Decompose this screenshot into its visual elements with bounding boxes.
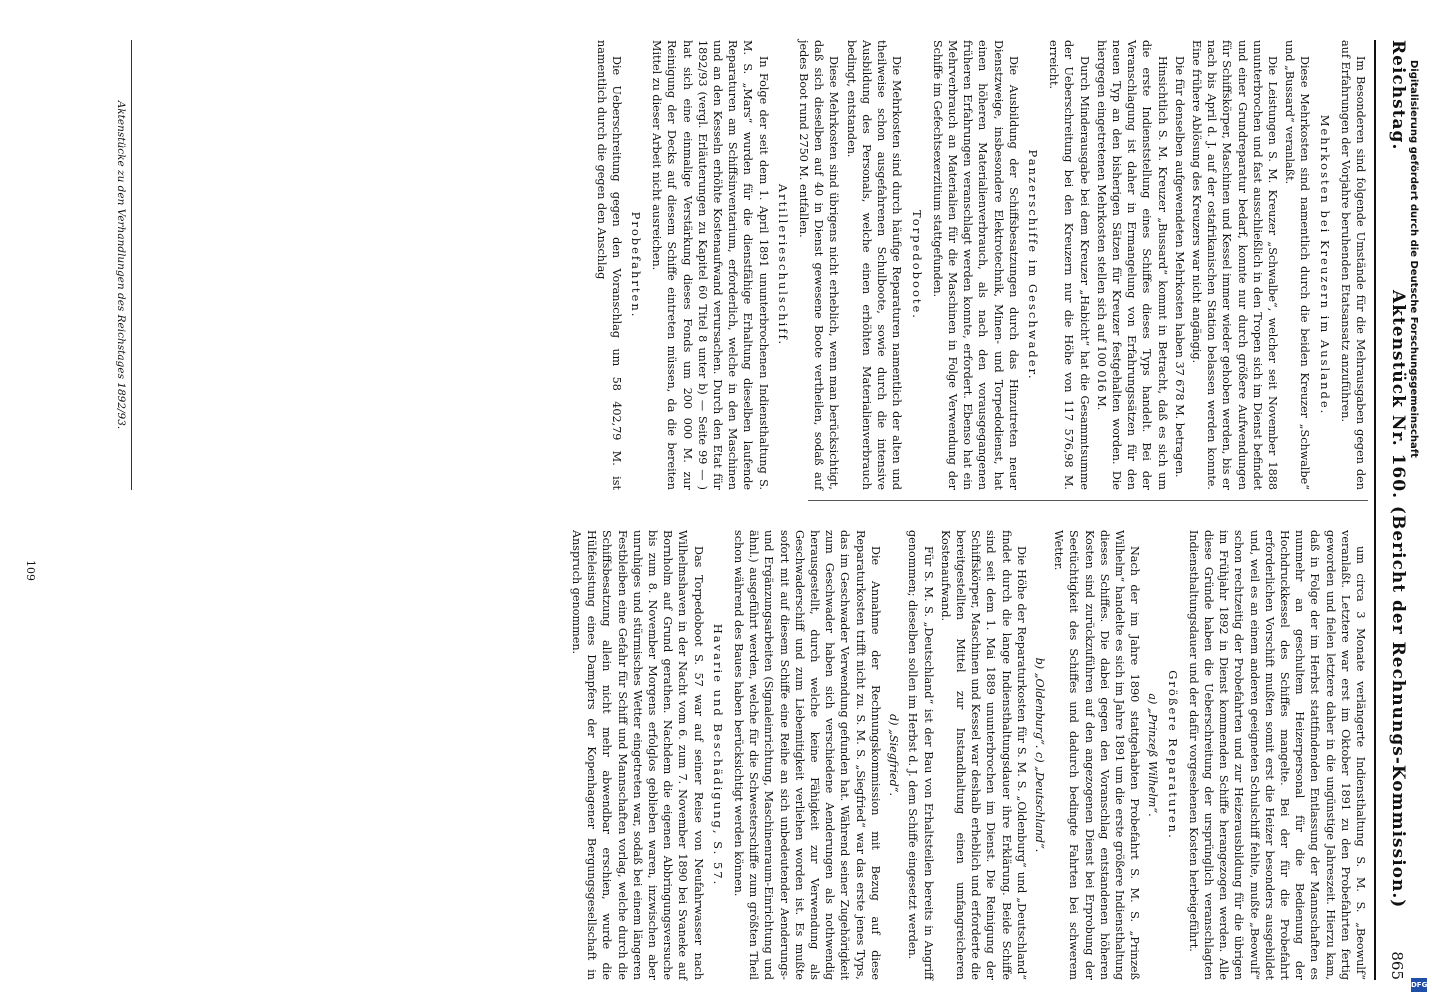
paragraph: Diese Mehrkosten sind namentlich durch die beiden Kreuzer „Schwalbe“ und „Bussard“ veranlaßt. [1283,40,1312,490]
subsection-heading: a) „Prinzeß Wilhelm“. [1146,693,1160,817]
paragraph: Die Mehrkosten sind durch häufige Reparaturen namentlich der alten und theilweise schon ausgefahrenen Schulboote, sowie durch die intensive Ausbildung des Personals, welche einen erhöhten Materialienverbrauch bedingt, entstanden. [844,40,904,490]
header-title: Aktenstück Nr. 160. (Bericht der Rechnungs-Kommission.) [1388,290,1408,909]
section-heading: Havarie und Beschädigung, S. 57. [710,623,725,887]
page-header [1374,40,1412,980]
page-number: 865 [1388,951,1406,980]
paragraph: Nach der im Jahre 1890 stattgehabten Probefahrt S. M. S. „Prinzeß Wilhelm“ handelte es sich im Jahre 1891 um die erste größere Indiensthaltung dieses Schiffes. Die dabei gegen den Voranschlag entstandenen höheren Kosten sind zurückzuführen auf den angezogenen Dienst bei Erprobung der Seetüchtigkeit des Schiffes und dadurch bedingte Fahrten bei schwerem Wetter. [1052,530,1142,980]
header-section: Reichstag. [1388,40,1408,151]
right-column [567,530,1368,980]
section-heading: Größere Reparaturen. [1165,670,1180,840]
print-sheet-number: 109 [24,560,37,581]
section-heading: Artillerieschulschiff. [775,183,790,347]
dfg-logo-icon: DFG [1411,978,1427,992]
section-heading: Panzerschiffe im Geschwader. [1025,149,1040,381]
subsection-heading: d) „Siegfried“. [887,713,901,797]
paragraph: Durch Minderausgabe bei dem Kreuzer „Habicht“ hat die Gesammtsumme der Ueberschreitung bei den Kreuzern nur die Höhe von 117 576,98 M. erreicht. [1047,40,1091,490]
paragraph: Die Leistungen S. M. Kreuzer „Schwalbe“, welcher seit November 1888 ununterbrochen und fast ausschließlich in den Tropen sich im Dienst befindet und einer Grundreparatur bedarf, konnte nur durch größere Aufwendungen für Schiffskörper, Maschinen und Kessel immer wieder gehoben werden, bis er nach bis April d. J. auf der ostafrikanischen Station belassen werden konnte. Eine frühere Ablösung des Kreuzers war nicht angängig. [1189,40,1279,490]
section-heading: Torpedoboote. [909,210,924,320]
paragraph: Das Torpedoboot S. 57 war auf seiner Reise von Neufahrwasser nach Wilhelmshaven in der Nacht vom 6. zum 7. November 1890 bei Svaneke auf Bornholm auf Grund gerathen. Nachdem die eigenen Abbringungsversuche bis zum 8. November Morgens erfolglos geblieben waren, inzwischen aber unruhiges und stürmisches Wetter eingetreten war, sodaß bei einem längeren Festbleiben eine Gefahr für Schiff und Mannschaften vorlag, welche durch die Schiffsbesatzung allein nicht mehr abwendbar erschien, wurde die Hülfeleistung eines Dampfers der Kopenhagener Bergungsgesellschaft in Anspruch genommen. [570,530,705,980]
subsection-heading: b) „Oldenburg“. c) „Deutschland“. [1032,657,1046,853]
paragraph: Diese Mehrkosten sind übrigens nicht erheblich, wenn man berücksichtigt, daß sich dieselben auf 40 in Dienst gewesene Boote vertheilen, sodaß auf jedes Boot rund 2750 M. entfallen. [797,40,841,490]
paragraph: Hinsichtlich S. M. Kreuzer „Bussard“ kommt in Betracht, daß es sich um die erste Indienststellung eines Schiffes dieses Typs handelt. Bei der Veranschlagung ist daher in Ermangelung von Erfahrungssätzen für den neuen Typ an den bisherigen Sätzen für Kreuzer festgehalten worden. Die hiergegen eingetretenen Mehrkosten stellen sich auf 100 016 M. [1094,40,1169,490]
page-footer: Aktenstücke zu den Verhandlungen des Reichstages 1892/93. [115,40,132,490]
section-heading: Probefahrten. [629,211,644,319]
paragraph: Die für denselben aufgewendeten Mehrkosten haben 37 678 M. betragen. [1172,56,1186,478]
paragraph: Die Höhe der Reparaturkosten für S. M. S. „Oldenburg“ und „Deutschland“ findet durch die lange Indiensthaltungsdauer ihre Erklärung. Beide Schiffe sind seit dem 1. Mai 1889 ununterbrochen im Dienst. Die Reinigung der Schiffskörper, Maschinen und Kessel war deshalb erheblich und erforderte die bereitgestellten Mittel zur Instandhaltung einen umfangreicheren Kostenaufwand. [938,530,1028,980]
paragraph: um circa 3 Monate verlängerte Indiensthaltung S. M. S. „Beowulf“ veranlaßt. Letztere war erst im Oktober 1891 zu den Probefahrten fertig geworden und fielen letztere daher in die ungünstige Jahreszeit. Hierzu kam, daß in Folge der im Herbst stattfindenden Entlassung der Mannschaften es nunmehr an geschultem Heizerpersonal für die Bedienung der Hochdruckkessel des Schiffes mangelte. Bei der für die Probefahrt erforderlichen Vorschift mußten somit erst die Heizer besonders ausgebildet und, weil es an einem anderen geeigneten Schulschiff fehlte, mußte „Beowulf“ schon rechtzeitig der Probefahrten und zur Heizerausbildung für die übrigen im Frühjahr 1892 in Dienst kommenden Schiffe herangezogen werden. Alle diese Gründe haben die Ueberschreitung der ursprünglich veranschlagten Indiensthaltungsdauer und der dafür vorgesehenen Kosten herbeigeführt. [1186,530,1367,980]
paragraph: Im Besonderen sind folgende Umstände für die Mehrausgaben gegen den auf Erfahrungen der Vorjahre beruhenden Etatsansatz anzuführen. [1338,40,1367,490]
paragraph: Für S. M. S. „Deutschland“ ist der Bau von Erhaltsteilen bereits in Angriff genommen; dieselben sollen im Herbst d. J. dem Schiffe eingesetzt werden. [906,530,935,980]
left-column [591,40,1368,490]
dfg-credit-text: Digitalisierung gefördert durch die Deutsche Forschungsgemeinschaft [1408,60,1419,458]
dfg-credit-bar [1408,60,1430,995]
column-divider [808,500,1368,501]
paragraph: Die Ausbildung der Schiffsbesatzungen durch das Hinzutreten neuer Dienstzweige, insbesondere Elektrotechnik, Minen- und Torpedodienst, hat einen höheren Materialienverbrauch, als nach den vorausgegangenen früheren Erfahrungen veranschlagt werden konnte, erfordert. Ebenso hat ein Mehrverbrauch an Materialien für die Maschinen in Folge Verwendung der Schiffe im Gefechtsexerzitium stattgefunden. [930,40,1020,490]
paragraph: Die Annahme der Rechnungskommission mit Bezug auf diese Reparaturkosten trifft nicht zu. S. M. S. „Siegfried“ war das erste jenes Typs, das im Geschwader Verwendung gefunden hat. Während seiner Zugehörigkeit zum Geschwader haben sich verschiedene Aenderungen als nothwendig herausgestellt, durch welche keine Fähigkeit zur Verwendung als Geschwaderschiff und zum Liebemitigkeit verliehen worden ist. Es mußte sofort mit auf diesem Schiffe eine Reihe an sich unbedeutender Aenderungs- und Ergänzungsarbeiten (Signaleinrichtung, Maschinenraum-Einrichtung und ähnl.) ausgeführt werden, welche für die Schwesterschiffe zum größten Theil schon während des Baues haben berücksichtigt werden können. [732,530,882,980]
section-heading: Mehrkosten bei Kreuzern im Auslande. [1317,114,1332,416]
paragraph: Die Ueberschreitung gegen den Voranschlag um 58 402,79 M. ist namentlich durch die gegen den Anschlag [594,40,623,490]
paragraph: In Folge der seit dem 1. April 1891 ununterbrochenen Indiensthaltung S. M. S. „Mars“ wurden für die dienstfähige Erhaltung dieselben laufende Reparaturen am Schiffsinventarium, erforderlich, welche in den Maschinen und an den Kesseln erhöhte Kostenaufwand verursachen. Durch den Etat für 1892/93 (vergl. Erläuterungen zu Kapitel 60 Titel 8 unter b) — Seite 99 — ) hat sich eine einmalige Verstärkung dieses Fonds um 200 000 M. zur Reinigung der Decks auf diesem Schiffe eintreten müssen, da die bereiten Mittel zu dieser Arbeit nicht ausreichen. [650,40,770,490]
